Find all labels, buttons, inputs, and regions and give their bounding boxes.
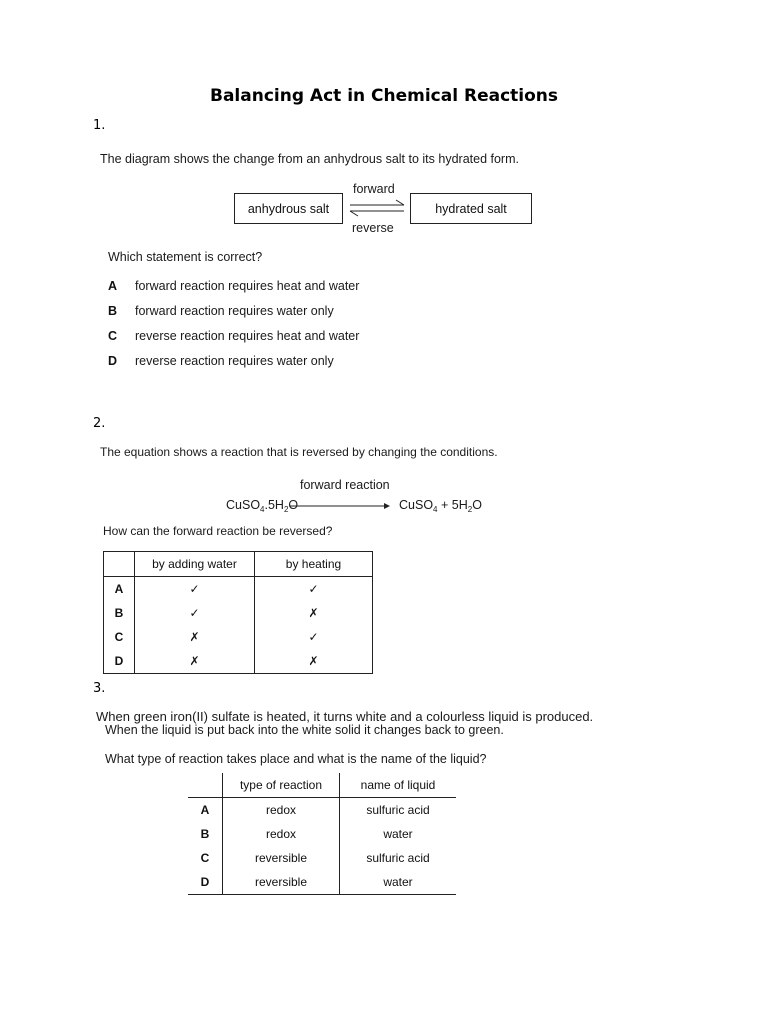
check-mark: ✓ [135,577,255,602]
table-header-cell: type of reaction [223,773,340,798]
table-row [104,577,373,602]
cross-mark: ✗ [308,606,319,620]
option-text: forward reaction requires heat and water [135,279,360,293]
option-letter: B [108,304,118,318]
row-letter: A [104,577,135,602]
forward-label: forward [353,182,395,196]
formula-subscript: 2 [283,505,289,514]
question-3-prompt: What type of reaction takes place and what is the name of the liquid? [105,752,487,766]
equilibrium-diagram [234,180,534,236]
option-text: forward reaction requires water only [135,304,334,318]
table-row [188,798,456,823]
question-3-line-2: When the liquid is put back into the white solid it changes back to green. [105,723,504,737]
formula-part: O [472,498,482,512]
reaction-type-cell: redox [223,822,340,846]
question-2-intro: The equation shows a reaction that is reversed by changing the conditions. [100,445,498,459]
formula-subscript: 4 [260,505,265,514]
table-header-cell: by heating [255,552,373,577]
formula-part: CuSO [399,498,434,512]
option-letter: D [108,354,118,368]
arrow-label: forward reaction [300,478,390,492]
formula-part: + 5H [440,498,468,512]
row-letter: B [188,822,223,846]
question-1-prompt: Which statement is correct? [108,250,263,264]
table-row [104,649,373,674]
hydrated-salt-box: hydrated salt [410,193,532,224]
table-header-cell: by adding water [135,552,255,577]
row-letter: D [188,870,223,895]
row-letter: D [104,649,135,674]
row-letter: A [188,798,223,823]
table-row [188,870,456,895]
formula-subscript: 2 [467,505,473,514]
page-title: Balancing Act in Chemical Reactions [209,86,559,106]
cross-mark: ✗ [308,654,319,668]
question-3-line-1: When green iron(II) sulfate is heated, it turns white and a colourless liquid is produced. [96,709,594,724]
question-1-number: 1. [93,118,106,133]
formula-part: CuSO [226,498,261,512]
cross-mark: ✗ [135,625,255,649]
liquid-name-cell: sulfuric acid [366,851,430,865]
option-text: reverse reaction requires heat and water [135,329,360,343]
liquid-name-cell: water [383,827,413,841]
equation-products [399,498,482,512]
question-2-number: 2. [93,416,106,431]
reaction-type-cell: reversible [223,870,340,895]
check-mark: ✓ [135,601,255,625]
anhydrous-salt-box: anhydrous salt [234,193,343,224]
table-row [104,625,373,649]
formula-subscript: 4 [433,505,438,514]
table-header-row [188,773,456,798]
question-2-prompt: How can the forward reaction be reversed? [103,524,333,538]
row-letter: C [188,846,223,870]
q3-answer-table [188,773,456,895]
reaction-type-cell: reversible [223,846,340,870]
question-3-number: 3. [93,681,106,696]
equilibrium-arrows-icon [346,198,408,218]
table-header-cell [104,552,135,577]
table-row [188,822,456,846]
cross-mark: ✗ [135,649,255,674]
option-letter: A [108,279,118,293]
q2-answer-table [103,551,373,674]
reverse-label: reverse [352,221,394,235]
table-row [188,846,456,870]
table-row [104,601,373,625]
right-arrow-icon [288,500,392,512]
row-letter: C [104,625,135,649]
liquid-name-cell: water [340,870,457,895]
table-header-cell: name of liquid [340,773,457,798]
formula-part: .5H [264,498,284,512]
check-mark: ✓ [308,630,319,644]
formula-part: O [288,498,299,512]
row-letter: B [104,601,135,625]
check-mark: ✓ [308,582,319,596]
option-letter: C [108,329,118,343]
chemical-equation [226,478,506,518]
reaction-type-cell: redox [223,798,340,823]
liquid-name-cell: sulfuric acid [366,803,430,817]
table-header-row [104,552,373,577]
table-header-cell [188,773,223,798]
question-1-intro: The diagram shows the change from an anhydrous salt to its hydrated form. [100,152,519,166]
option-text: reverse reaction requires water only [135,354,334,368]
